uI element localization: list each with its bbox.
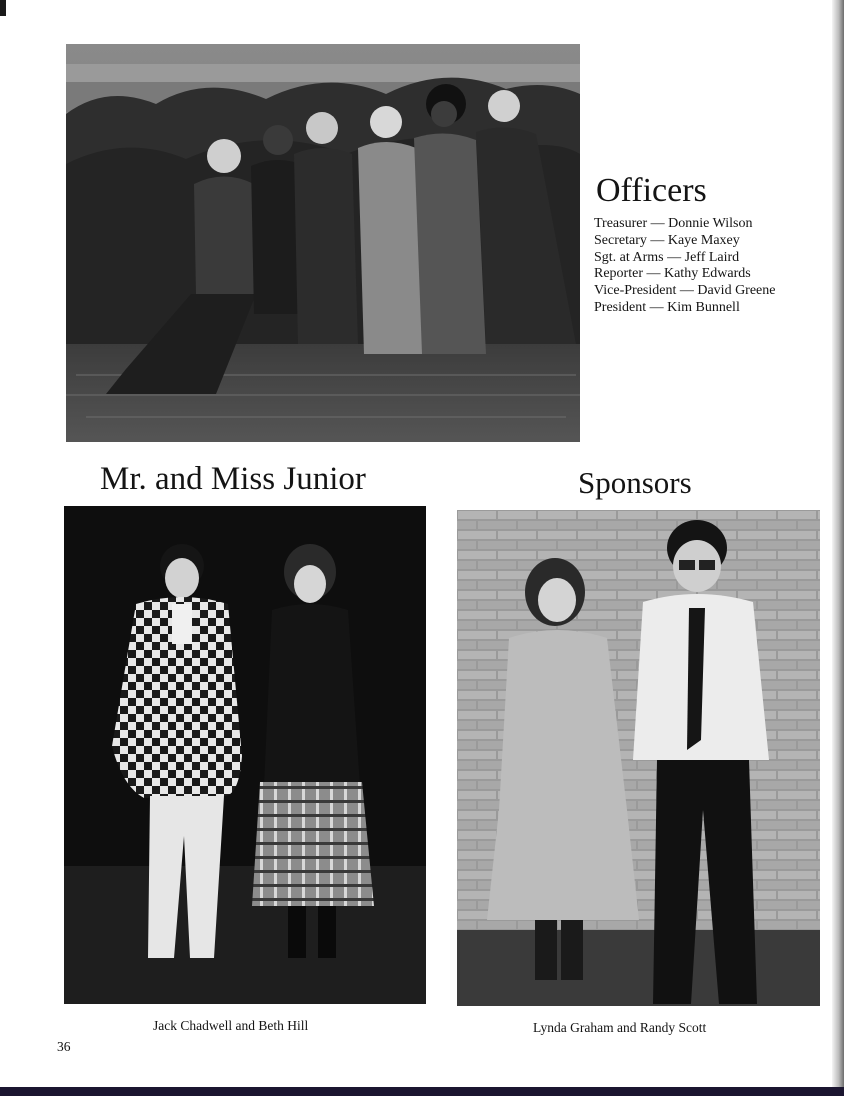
page-edge-shadow — [832, 0, 844, 1096]
officers-heading: Officers — [596, 172, 707, 209]
bottom-border-band — [0, 1087, 844, 1096]
page-number: 36 — [57, 1039, 71, 1054]
officer-entry: Reporter — Kathy Edwards — [594, 266, 751, 282]
officer-entry: President — Kim Bunnell — [594, 299, 740, 315]
officer-role: Vice-President — [594, 283, 677, 299]
officer-entry: Sgt. at Arms — Jeff Laird — [594, 249, 740, 265]
officer-role: Secretary — [594, 232, 647, 248]
officers-group-photo — [66, 44, 580, 442]
officer-name: Kathy Edwards — [663, 266, 751, 282]
officer-name: Jeff Laird — [684, 249, 740, 265]
sponsors-photo — [457, 510, 820, 1006]
sponsors-heading: Sponsors — [578, 465, 692, 500]
officer-role: Sgt. at Arms — [594, 249, 664, 265]
officer-entry: Vice-President — David Greene — [594, 283, 776, 299]
mr-miss-junior-caption: Jack Chadwell and Beth Hill — [153, 1018, 309, 1033]
officer-name: David Greene — [697, 283, 776, 299]
officer-entry: Treasurer — Donnie Wilson — [594, 216, 753, 231]
officer-name: Kim Bunnell — [667, 299, 740, 315]
mr-miss-junior-photo — [64, 506, 426, 1004]
officer-role: Treasurer — [594, 216, 648, 231]
sponsors-caption: Lynda Graham and Randy Scott — [533, 1020, 707, 1035]
officer-role: Reporter — [594, 266, 643, 282]
officer-name: Donnie Wilson — [668, 216, 753, 231]
print-registration-mark — [0, 0, 6, 16]
officer-role: President — [594, 299, 647, 315]
officer-name: Kaye Maxey — [667, 232, 740, 248]
officers-list — [594, 216, 776, 317]
mr-miss-junior-heading: Mr. and Miss Junior — [100, 461, 366, 497]
officer-entry: Secretary — Kaye Maxey — [594, 232, 740, 248]
